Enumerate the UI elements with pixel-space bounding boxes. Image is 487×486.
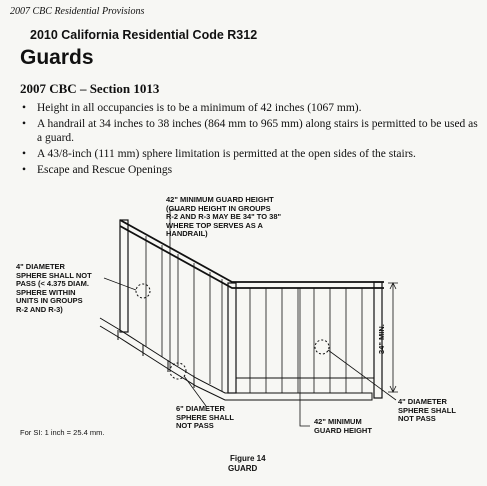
stair-balusters (146, 236, 222, 391)
bullet-item: • Escape and Rescue Openings (20, 163, 480, 177)
code-title: 2010 California Residential Code R312 (30, 28, 258, 42)
si-note: For SI: 1 inch = 25.4 mm. (20, 428, 105, 437)
leader-min-height (300, 288, 310, 426)
bullet-item: • A handrail at 34 inches to 38 inches (864 mm to 965 mm) along stairs is permitted to be used as a guard. (20, 117, 480, 145)
running-head: 2007 CBC Residential Provisions (10, 6, 145, 17)
label-sphere-4-right: 4" DIAMETER SPHERE SHALL NOT PASS (398, 397, 456, 424)
level-balusters (250, 288, 362, 393)
label-min-height: 42" MINIMUM GUARD HEIGHT (314, 417, 372, 435)
bullet-item: • Height in all occupancies is to be a minimum of 42 inches (1067 mm). (20, 101, 480, 115)
figure-number: Figure 14 (230, 454, 266, 463)
figure-caption: GUARD (228, 464, 258, 473)
label-sphere-6: 6" DIAMETER SPHERE SHALL NOT PASS (176, 404, 234, 431)
bullet-item: • A 43/8-inch (111 mm) sphere limitation is permitted at the open sides of the stairs. (20, 147, 480, 161)
stair-steps (118, 330, 194, 388)
label-guard-height: 42" MINIMUM GUARD HEIGHT (GUARD HEIGHT IN GROUPS R-2 AND R-3 MAY BE 34" TO 38" WHERE TOP SERVES AS A HANDRAIL) (166, 195, 282, 239)
newel-post-middle (228, 283, 236, 393)
sphere-4-right (315, 340, 329, 354)
newel-post-left (120, 220, 128, 332)
label-sphere-4-left: 4" DIAMETER SPHERE SHALL NOT PASS (< 4.375 DIAM. SPHERE WITHIN UNITS IN GROUPS R-2 AND R-3) (16, 262, 92, 314)
section-heading: 2007 CBC – Section 1013 (20, 81, 160, 96)
label-dimension: 34" MIN. (377, 324, 386, 354)
dimension-line (388, 283, 398, 392)
sphere-4-left (136, 284, 150, 298)
leader-sphere-6 (184, 376, 206, 406)
page-title: Guards (20, 46, 94, 69)
